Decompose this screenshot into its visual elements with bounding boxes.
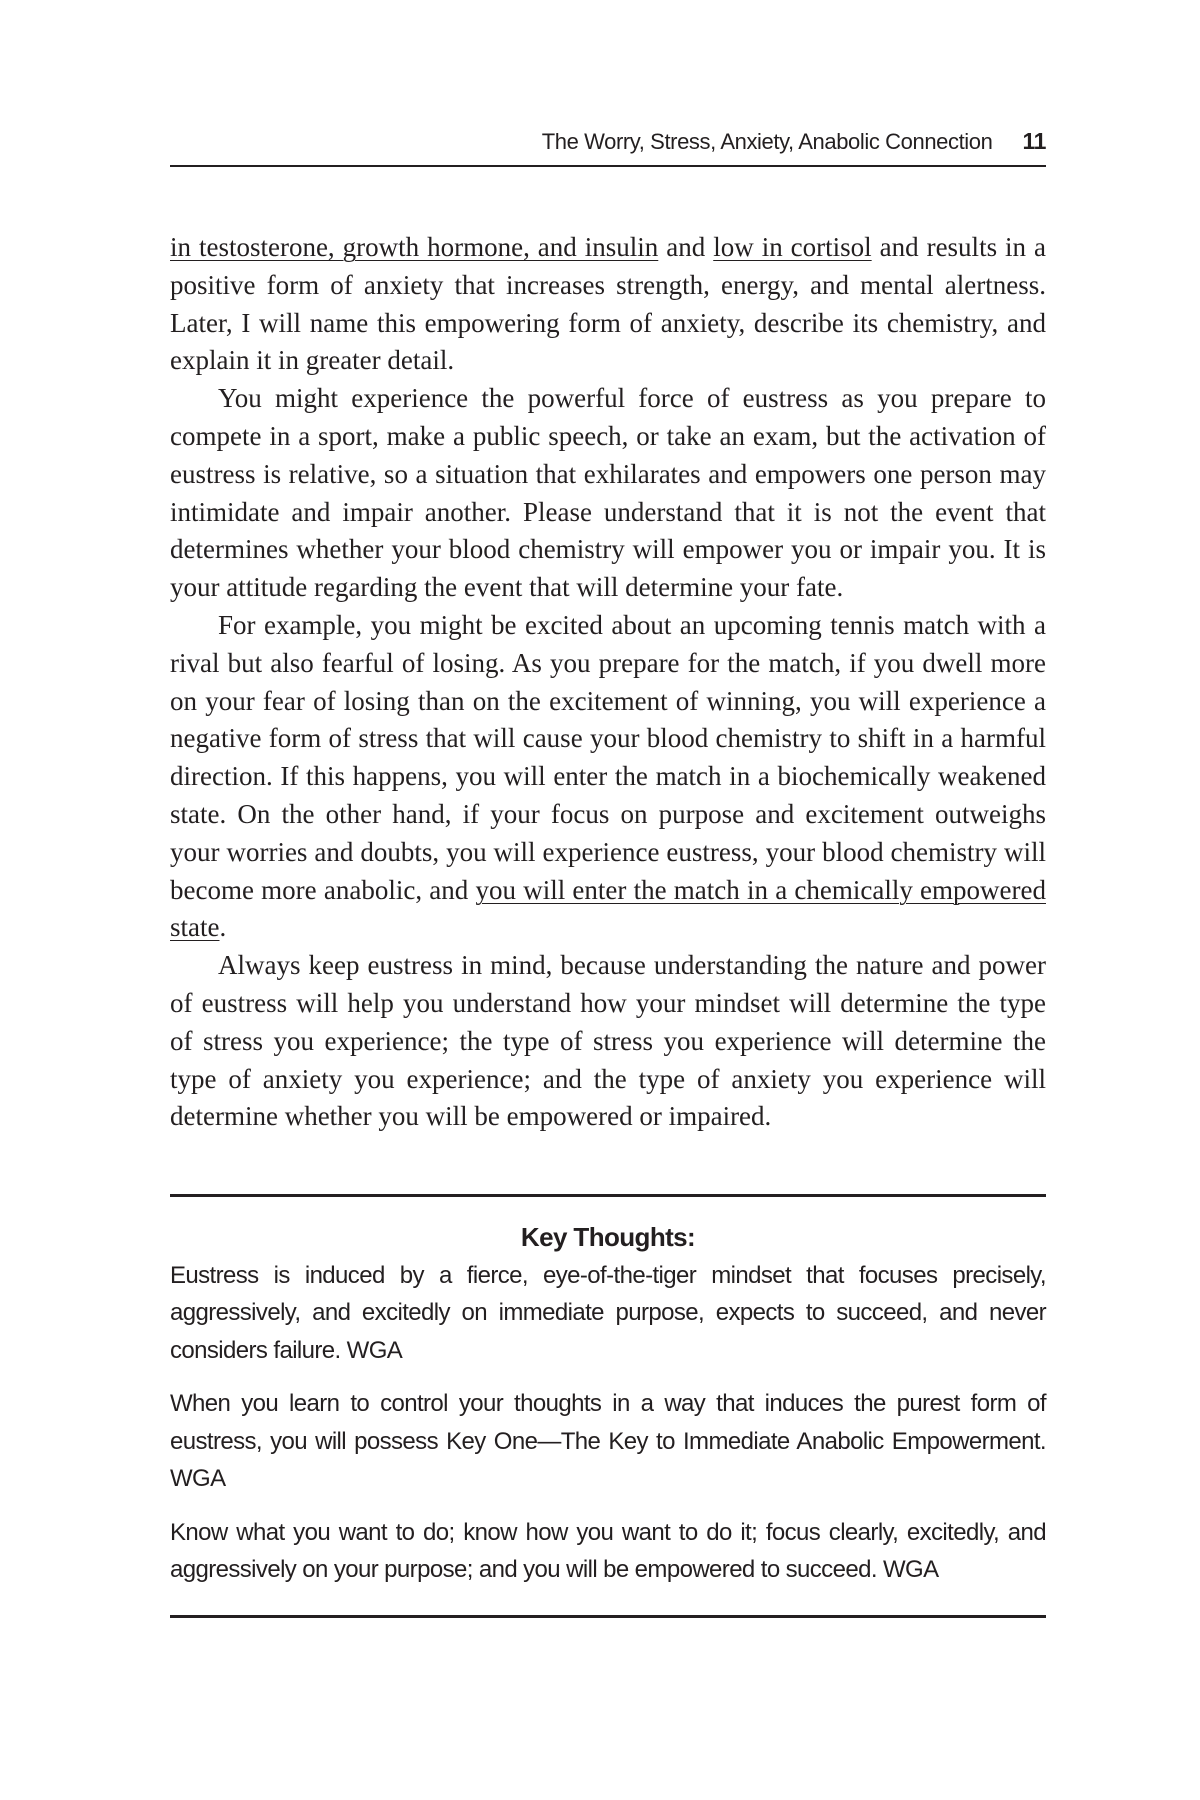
paragraph-text: and bbox=[658, 232, 714, 262]
body-text bbox=[170, 229, 1046, 1136]
key-thought-item: When you learn to control your thoughts in a way that induces the purest form of eustress, you will possess Key One—The Key to Immediate Anabolic Empowerment. WGA bbox=[170, 1390, 1046, 1493]
paragraph-text: For example, you might be excited about an upcoming tennis match with a rival but also fearful of losing. As you prepare for the match, if you dwell more on your fear of losing than on the excitement of winning, you will experience a negative form of stress that will cause your blood chemistry to shift in a harmful direction. If this happens, you will enter the match in a biochemically weakened state. On the other hand, if your focus on purpose and excitement outweighs your worries and doubts, you will experience eustress, your blood chemistry will become more anabolic, and bbox=[170, 609, 1046, 905]
key-thought-item: Eustress is induced by a fierce, eye-of-the-tiger mindset that focuses precisely, aggressively, and excitedly on immediate purpose, expects to succeed, and never considers failure. WGA bbox=[170, 1261, 1046, 1364]
key-thoughts-box bbox=[170, 1194, 1046, 1618]
underlined-phrase: low in cortisol bbox=[713, 232, 872, 262]
paragraph-4: Always keep eustress in mind, because understanding the nature and power of eustress will help you understand how your mindset will determine the type of stress you experience; the type of stress you experience will determine the type of anxiety you experience; and the type of anxiety you experience will determine whether you will be empowered or impaired. bbox=[170, 950, 1046, 1132]
underlined-phrase: you will enter the match in a chemically empowered state bbox=[170, 874, 1046, 943]
paragraph-text: and results in a positive form of anxiety that increases strength, energy, and mental alertness. Later, I will name this empowering form of anxiety, describe its chemistry, and explain it in greater detail. bbox=[170, 232, 1046, 376]
paragraph-2: You might experience the powerful force of eustress as you prepare to compete in a sport, make a public speech, or take an exam, but the activation of eustress is relative, so a situation that exhilarates and empowers one person may intimidate and impair another. Please understand that it is not the event that determines whether your blood chemistry will empower you or impair you. It is your attitude regarding the event that will determine your fate. bbox=[170, 383, 1046, 603]
running-head bbox=[170, 128, 1046, 167]
paragraph-text: . bbox=[219, 912, 227, 943]
page-number: 11 bbox=[1022, 128, 1046, 154]
book-page bbox=[170, 128, 1046, 1618]
key-thoughts-title: Key Thoughts: bbox=[520, 1222, 696, 1253]
running-title: The Worry, Stress, Anxiety, Anabolic Connection bbox=[541, 129, 993, 154]
paragraph-1 bbox=[170, 229, 1046, 380]
paragraph-3 bbox=[170, 607, 1046, 947]
key-thought-item: Know what you want to do; know how you want to do it; focus clearly, excitedly, and aggressively on your purpose; and you will be empowered to succeed. WGA bbox=[170, 1518, 1046, 1584]
underlined-phrase: in testosterone, growth hormone, and insulin bbox=[170, 232, 659, 262]
